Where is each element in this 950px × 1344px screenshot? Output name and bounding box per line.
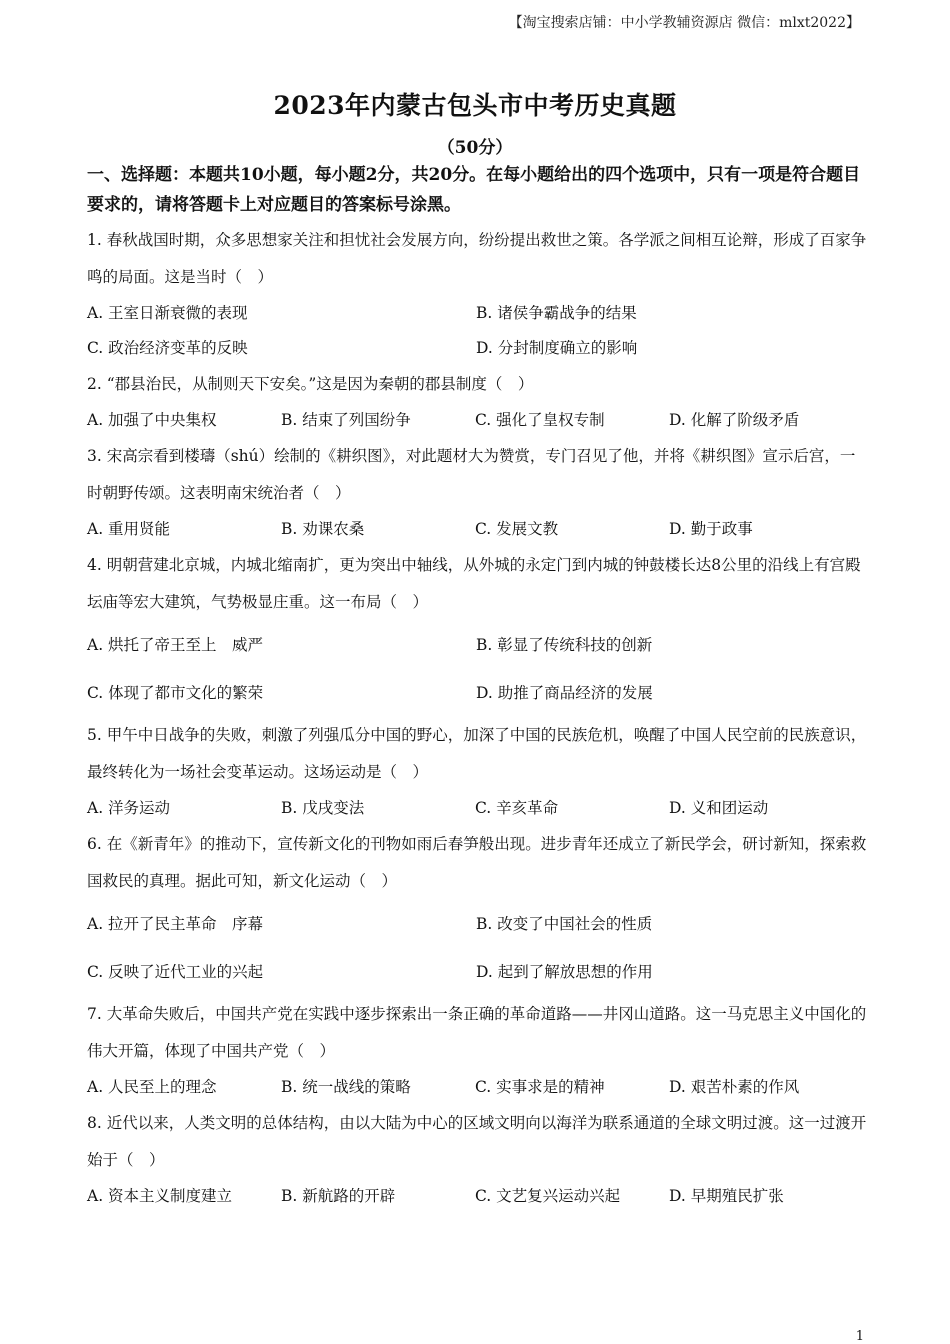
question-stem: 3. 宋高宗看到楼璹（shú）绘制的《耕织图》，对此题材大为赞赏，专门召见了他，并将《耕织图》宣示后宫，一时朝野传颂。这表明南宋统治者（ ） [87,447,856,502]
question-options [87,1179,867,1214]
option-a[interactable]: A. 人民至上的理念 [87,1078,217,1096]
option-a[interactable]: A. 资本主义制度建立 [87,1187,233,1205]
option-b[interactable]: B. 诸侯争霸战争的结果 [476,304,637,322]
question-options [87,621,867,717]
option-d[interactable]: D. 助推了商品经济的发展 [476,684,653,702]
option-a[interactable]: A. 王室日渐衰微的表现 [87,304,248,322]
option-a[interactable]: A. 洋务运动 [87,799,171,817]
question-stem: 4. 明朝营建北京城，内城北缩南扩，更为突出中轴线，从外城的永定门到内城的钟鼓楼长达8公里的沿线上有宫殿坛庙等宏大建筑，气势极显庄重。这一布局（ ） [87,556,861,611]
option-c[interactable]: C. 反映了近代工业的兴起 [87,963,264,981]
option-b[interactable]: B. 改变了中国社会的性质 [476,915,653,933]
question-options [87,403,867,438]
option-b[interactable]: B. 劝课农桑 [281,520,365,538]
option-d[interactable]: D. 分封制度确立的影响 [476,339,638,357]
option-c[interactable]: C. 实事求是的精神 [475,1078,605,1096]
question-options [87,791,867,826]
option-d[interactable]: D. 起到了解放思想的作用 [476,963,653,981]
page-title: 2023年内蒙古包头市中考历史真题 [273,91,677,120]
question-options [87,512,867,547]
option-c[interactable]: C. 发展文教 [475,520,559,538]
question-stem: 5. 甲午中日战争的失败，刺激了列强瓜分中国的野心，加深了中国的民族危机，唤醒了中国人民空前的民族意识，最终转化为一场社会变革运动。这场运动是（ ） [87,726,867,781]
option-b[interactable]: B. 彰显了传统科技的创新 [476,636,653,654]
question-stem: 7. 大革命失败后，中国共产党在实践中逐步探索出一条正确的革命道路——井冈山道路。这一马克思主义中国化的伟大开篇，体现了中国共产党（ ） [87,1005,867,1060]
option-a[interactable]: A. 加强了中央集权 [87,411,217,429]
option-a[interactable]: A. 重用贤能 [87,520,171,538]
question-stem: 2. “郡县治民，从制则天下安矣。”这是因为秦朝的郡县制度（ ） [87,375,534,393]
page-number: 1 [855,1329,864,1344]
question-options [87,1070,867,1105]
option-b[interactable]: B. 戊戌变法 [281,799,365,817]
option-c[interactable]: C. 文艺复兴运动兴起 [475,1187,621,1205]
option-a[interactable]: A. 拉开了民主革命 序幕 [87,915,264,933]
question-stem: 8. 近代以来，人类文明的总体结构，由以大陆为中心的区域文明向以海洋为联系通道的全球文明过渡。这一过渡开始于（ ） [87,1114,867,1169]
exam-content [87,160,867,1214]
option-d[interactable]: D. 义和团运动 [669,799,769,817]
question-options [87,900,867,996]
option-b[interactable]: B. 统一战线的策略 [281,1078,411,1096]
option-d[interactable]: D. 艰苦朴素的作风 [669,1078,800,1096]
question-stem: 1. 春秋战国时期，众多思想家关注和担忧社会发展方向，纷纷提出救世之策。各学派之间相互论辩，形成了百家争鸣的局面。这是当时（ ） [87,231,867,286]
option-c[interactable]: C. 辛亥革命 [475,799,559,817]
total-score: （50分） [437,138,513,158]
option-d[interactable]: D. 勤于政事 [669,520,753,538]
option-a[interactable]: A. 烘托了帝王至上 威严 [87,636,264,654]
section-heading: 一、选择题：本题共10小题，每小题2分，共20分。在每小题给出的四个选项中，只有一项是符合题目要求的，请将答题卡上对应题目的答案标号涂黑。 [87,165,861,215]
question-stem: 6. 在《新青年》的推动下，宣传新文化的刊物如雨后春笋般出现。进步青年还成立了新民学会，研讨新知，探索救国救民的真理。据此可知，新文化运动（ ） [87,835,867,890]
option-c[interactable]: C. 体现了都市文化的繁荣 [87,684,264,702]
header-note: 【淘宝搜索店铺：中小学教辅资源店 微信：mlxt2022】 [508,15,860,31]
option-b[interactable]: B. 结束了列国纷争 [281,411,411,429]
option-d[interactable]: D. 化解了阶级矛盾 [669,411,800,429]
option-c[interactable]: C. 强化了皇权专制 [475,411,605,429]
option-b[interactable]: B. 新航路的开辟 [281,1187,396,1205]
question-options [87,296,867,366]
option-c[interactable]: C. 政治经济变革的反映 [87,339,248,357]
option-d[interactable]: D. 早期殖民扩张 [669,1187,784,1205]
